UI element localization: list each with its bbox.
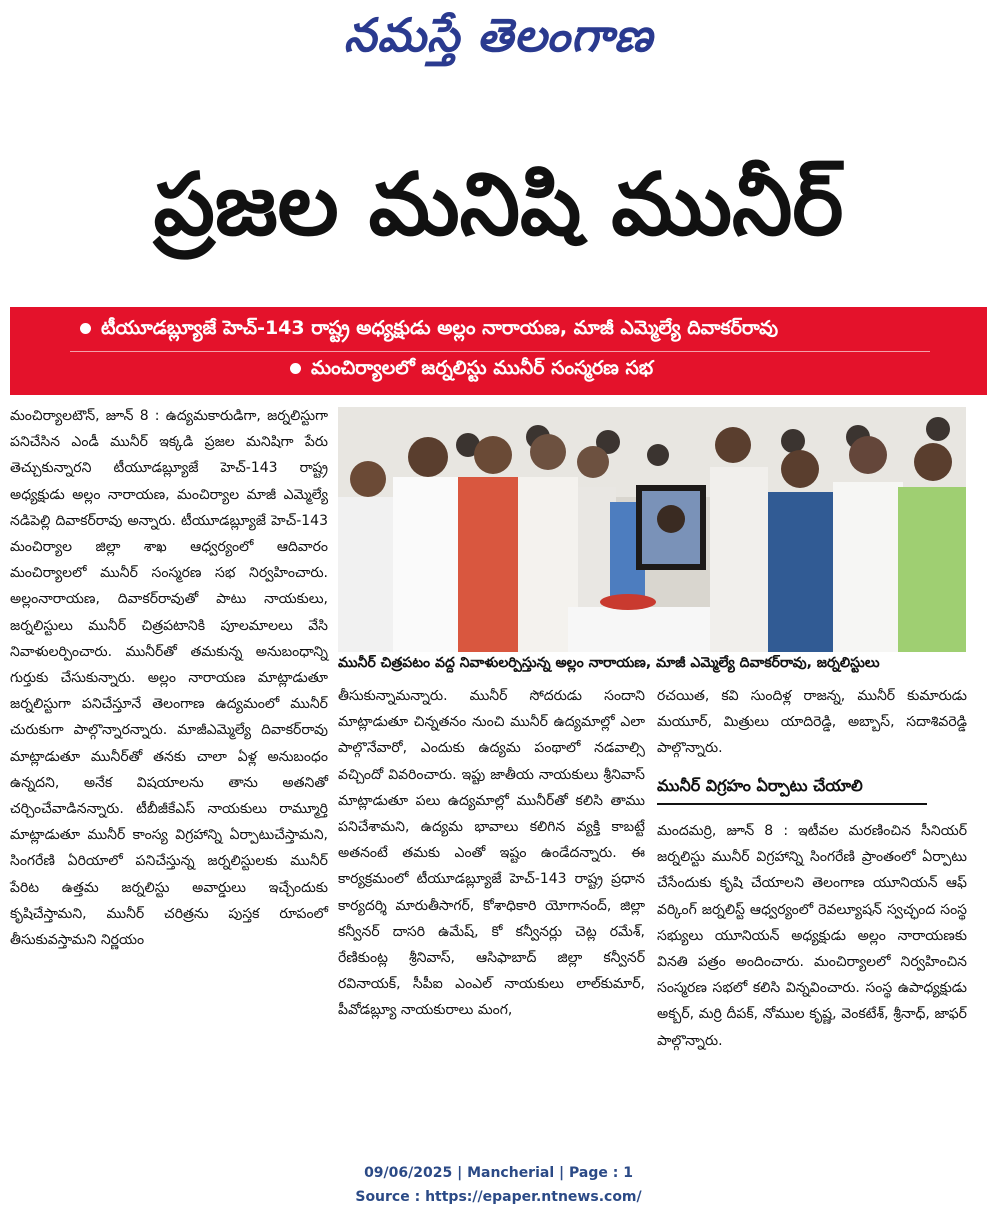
article-column-1 [10, 403, 328, 953]
newspaper-masthead: నమస్తే తెలంగాణ [343, 8, 654, 62]
banner-bullet-1 [80, 317, 778, 344]
column-3-text: రచయిత, కవి సుందిళ్ల రాజన్న, మునీర్ కుమారుడు మయూర్, మిత్రులు యాదిరెడ్డి, అబ్బాస్, సదాశివరెడ్డి పాల్గొన్నారు. [657, 688, 967, 757]
article-column-3 [657, 683, 967, 762]
sub-article-text: మందమర్రి, జూన్ 8 : ఇటీవల మరణించిన సీనియర్ జర్నలిస్టు మునీర్ విగ్రహాన్ని సింగరేణి ప్రాంతంలో ఏర్పాటు చేసేందుకు కృషి చేయాలని తెలంగాణ యూనియన్ ఆఫ్ వర్కింగ్ జర్నలిస్ట్ ఆధ్వర్యంలో రెవల్యూషన్ స్వచ్ఛంద సంస్థ సభ్యులు యూనియన్ అధ్యక్షుడు అల్లం నారాయణకు వినతి పత్రం అందించారు. మంచిర్యాలలో నిర్వహించిన సంస్మరణ సభలో కలిసి విన్నవించారు. సంస్థ ఉపాధ్యక్షుడు అక్బర్, మర్రి దీపక్, నోముల కృష్ణ, వెంకటేశ్, శ్రీనాధ్, జాఫర్ పాల్గొన్నారు. [657, 823, 967, 1049]
tribute-gathering-photo [338, 407, 966, 652]
bullet-icon [80, 323, 91, 334]
banner-bullet-2-text: మంచిర్యాలలో జర్నలిస్టు మునీర్ సంస్మరణ సభ [311, 357, 654, 379]
banner-divider [70, 351, 930, 352]
column-1-text: మంచిర్యాలటౌన్, జూన్ 8 : ఉద్యమకారుడిగా, జర్నలిస్టుగా పనిచేసిన ఎండీ మునీర్ ఇక్కడి ప్రజల మనిషిగా పేరు తెచ్చుకున్నారని టీయూడబ్ల్యూజే హెచ్-143 రాష్ట్ర అధ్యక్షుడు అల్లం నారాయణ, మంచిర్యాల మాజీ ఎమ్మెల్యే నడిపెల్లి దివాకర్‌రావు అన్నారు. టీయూడబ్ల్యూజే హెచ్-143 మంచిర్యాల జిల్లా శాఖ ఆధ్వర్యంలో ఆదివారం మంచిర్యాలలో మునీర్ సంస్మరణ సభ నిర్వహించారు. అల్లంనారాయణ, దివాకర్‌రావుతో పాటు నాయకులు, జర్నలిస్టులు మునీర్ చిత్రపటానికి పూలమాలలు వేసి నివాళులర్పించారు. మునీర్‌తో తమకున్న అనుబంధాన్ని గుర్తుకు చేసుకున్నారు. అల్లం నారాయణ మాట్లాడుతూ జర్నలిస్టుగా పనిచేస్తూనే తెలంగాణ ఉద్యమంలో మునీర్ చురుకుగా పాల్గొన్నారన్నారు. మాజీఎమ్మెల్యే దివాకర్‌రావు మాట్లాడుతూ మునీర్‌తో తనకు చాలా ఏళ్ల అనుబంధం ఉన్నదని, అనేక విషయాలను తాను అతనితో చర్చించేవాడినన్నారు. టీబీజీకేఎస్ నాయకులు రామ్మూర్తి మాట్లాడుతూ మునీర్ కాంస్య విగ్రహాన్ని ఏర్పాటుచేస్తామని, సింగరేణి ఏరియాలో పనిచేస్తున్న జర్నలిస్టులకు మునీర్ పేరిట ఉత్తమ జర్నలిస్టు అవార్డులు ఇచ్చేందుకు కృషిచేస్తామని, మునీర్ చరిత్రను పుస్తక రూపంలో తీసుకువస్తామని నిర్ణయం [10, 408, 328, 949]
sub-article-heading: మునీర్ విగ్రహం ఏర్పాటు చేయాలి [657, 776, 927, 805]
sub-article-column [657, 818, 967, 1054]
banner-bullet-2 [290, 357, 653, 384]
banner-bullet-1-text: టీయూడబ్ల్యూజే హెచ్-143 రాష్ట్ర అధ్యక్షుడు అల్లం నారాయణ, మాజీ ఎమ్మెల్యే దివాకర్‌రావు [101, 317, 779, 339]
article-column-2 [338, 683, 645, 1024]
bullet-icon [290, 363, 301, 374]
footer-date-page: 09/06/2025 | Mancherial | Page : 1 [364, 1165, 633, 1181]
column-2-text: తీసుకున్నామన్నారు. మునీర్ సోదరుడు సందాని మాట్లాడుతూ చిన్నతనం నుంచి మునీర్ ఉద్యమాల్లో ఎలా పాల్గొనేవారో, ఎందుకు ఉద్యమ పంథాలో నడవాల్సి వచ్చిందో వివరించారు. ఇప్టు జాతీయ నాయకులు శ్రీనివాస్ మాట్లాడుతూ పలు ఉద్యమాల్లో మునీర్‌తో కలిసి తాము పనిచేశామని, ఉద్యమ భావాలు కలిగిన వ్యక్తి కాబట్టే అతనంటే తమకు ఎంతో ఇష్టం ఉండేదన్నారు. ఈ కార్యక్రమంలో టీయూడబ్ల్యూజే హెచ్-143 రాష్ట్ర ప్రధాన కార్యదర్శి మారుతీసాగర్, కోశాధికారి యోగానంద్, జిల్లా కన్వీనర్ దాసరి ఉమేష్, కో కన్వీనర్లు చెట్ల రమేశ్, రేణికుంట్ల శ్రీనివాస్, ఆసిఫాబాద్ జిల్లా కన్వీనర్ రవినాయక్, సీపీఐ ఎంఎల్ నాయకులు లాల్‌కుమార్, పీవోడబ్ల్యూ నాయకురాలు మంగ, [338, 688, 645, 1019]
highlight-banner [10, 307, 987, 395]
photo-caption: మునీర్ చిత్రపటం వద్ద నివాళులర్పిస్తున్న అల్లం నారాయణ, మాజీ ఎమ్మెల్యే దివాకర్‌రావు, జర్నలిస్టులు [338, 655, 880, 671]
article-photo [338, 407, 966, 652]
page-footer [0, 1161, 997, 1209]
footer-source: Source : https://epaper.ntnews.com/ [355, 1189, 642, 1205]
article-headline: ప్రజల మనిషి మునీర్ [153, 155, 844, 255]
